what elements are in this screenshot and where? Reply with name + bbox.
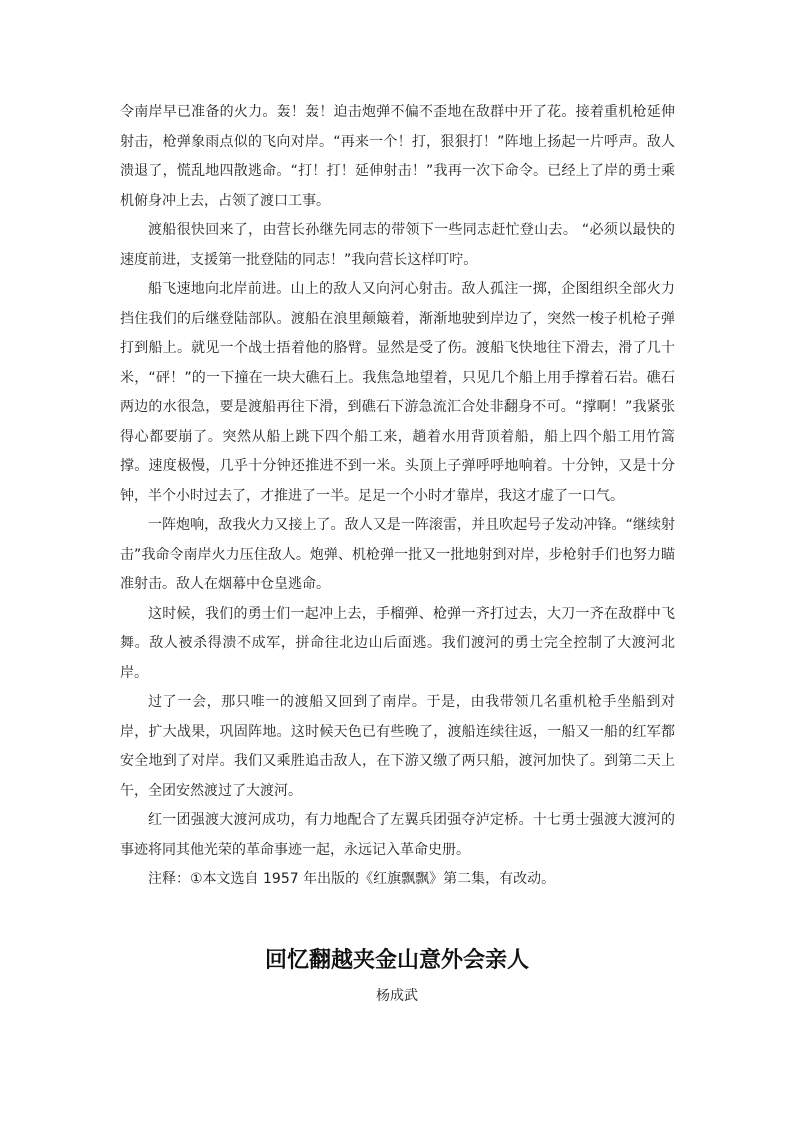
paragraph-1: 令南岸早已准备的火力。轰！轰！迫击炮弹不偏不歪地在敌群中开了花。接着重机枪延伸射击，枪弹象雨点似的飞向对岸。“再来一个！打，狠狠打！”阵地上扬起一片呼声。敌人溃退了，慌乱地四散逃命。“打！打！延伸射击！”我再一次下命令。已经上了岸的勇士乘机俯身冲上去，占领了渡口工事。 — [120, 104, 675, 209]
paragraph-2: 渡船很快回来了，由营长孙继先同志的带领下一些同志赶忙登山去。 “必须以最快的速度前进，支援第一批登陆的同志！”我向营长这样叮咛。 — [120, 222, 675, 268]
paragraph-4: 一阵炮响，敌我火力又接上了。敌人又是一阵滚雷，并且吹起号子发动冲锋。“继续射击”我命令南岸火力压住敌人。炮弹、机枪弹一批又一批地射到对岸，步枪射手们也努力瞄准射击。敌人在烟幕中仓皇逃命。 — [120, 517, 675, 592]
next-article-author: 杨成武 — [376, 988, 418, 1004]
footnote: 注释：①本文选自 1957 年出版的《红旗飘飘》第二集，有改动。 — [148, 871, 556, 887]
next-article-title: 回忆翻越夹金山意外会亲人 — [264, 947, 529, 973]
paragraph-3: 船飞速地向北岸前进。山上的敌人又向河心射击。敌人孤注一掷，企图组织全部火力挡住我们的后继登陆部队。渡船在浪里颠簸着，渐渐地驶到岸边了，突然一梭子机枪子弹打到船上。就见一个战士捂着他的胳臂。显然是受了伤。渡船飞快地往下滑去，滑了几十米，“砰！”的一下撞在一块大礁石上。我焦急地望着，只见几个船上用手撑着石岩。礁石两边的水很急，要是渡船再往下滑，到礁石下游急流汇合处非翻身不可。“撑啊！”我紧张得心都要崩了。突然从船上跳下四个船工来，趟着水用背顶着船，船上四个船工用竹篙撑。速度极慢，几乎十分钟还推进不到一米。头顶上子弹呼呼地响着。十分钟，又是十分钟，半个小时过去了，才推进了一半。足足一个小时才靠岸，我这才虚了一口气。 — [120, 281, 675, 504]
paragraph-7: 红一团强渡大渡河成功，有力地配合了左翼兵团强夺泸定桥。十七勇士强渡大渡河的事迹将同其他光荣的革命事迹一起，永远记入革命史册。 — [120, 812, 675, 858]
paragraph-6: 过了一会，那只唯一的渡船又回到了南岸。于是，由我带领几名重机枪手坐船到对岸，扩大战果，巩固阵地。这时候天色已有些晚了，渡船连续往返，一船又一船的红军都安全地到了对岸。我们又乘胜追击敌人，在下游又缴了两只船，渡河加快了。到第二天上午，全团安然渡过了大渡河。 — [120, 694, 675, 799]
paragraph-5: 这时候，我们的勇士们一起冲上去，手榴弹、枪弹一齐打过去，大刀一齐在敌群中飞舞。敌人被杀得溃不成军，拼命往北边山后面逃。我们渡河的勇士完全控制了大渡河北岸。 — [120, 605, 675, 681]
article-body — [120, 98, 675, 895]
